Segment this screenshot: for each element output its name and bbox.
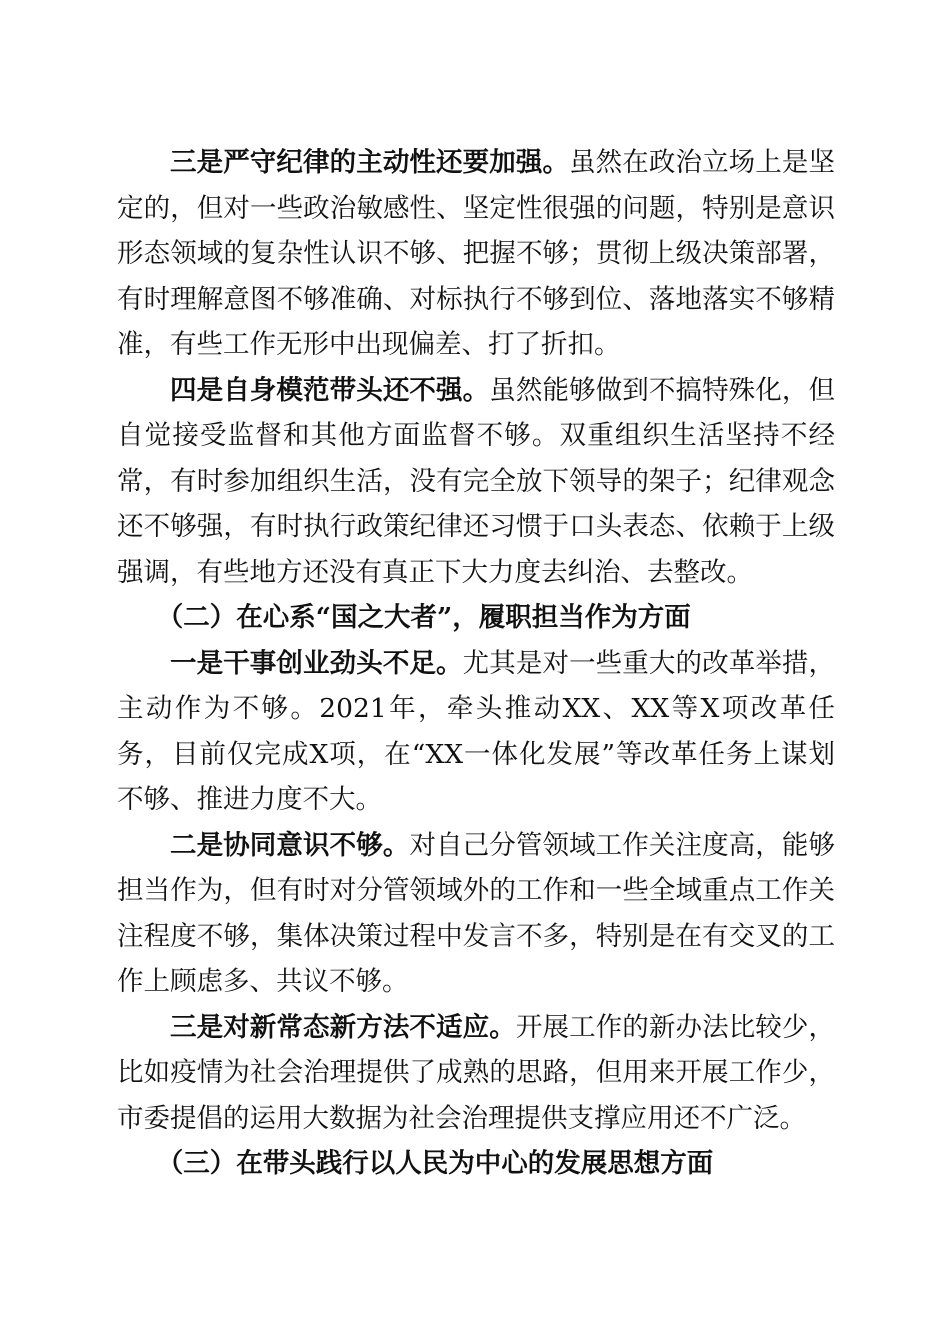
paragraph-lead: 三是对新常态新方法不适应。: [170, 1011, 516, 1043]
paragraph-text: 虽然在政治立场上是坚定的，但对一些政治敏感性、坚定性很强的问题，特别是意识形态领域的复杂性认识不够、把握不够；贯彻上级决策部署，有时理解意图不够准确、对标执行不够到位、落地落实不够精准，有些工作无形中出现偏差、打了折扣。: [117, 147, 835, 360]
paragraph-lead: 三是严守纪律的主动性还要加强。: [170, 147, 570, 178]
paragraph-lead: 二是协同意识不够。: [170, 829, 410, 861]
paragraph-text: 虽然能够做到不搞特殊化，但自觉接受监督和其他方面监督不够。双重组织生活坚持不经常，有时参加组织生活，没有完全放下领导的架子；纪律观念还不够强，有时执行政策纪律还习惯于口头表态、依赖于上级强调，有些地方还没有真正下大力度去纠治、去整改。: [117, 374, 835, 588]
paragraph-text: 对自己分管领域工作关注度高，能够担当作为，但有时对分管领域外的工作和一些全域重点工作关注程度不够，集体决策过程中发言不多，特别是在有交叉的工作上顾虑多、共议不够。: [117, 829, 835, 997]
paragraph-new-methods: [117, 1005, 835, 1142]
paragraph-text: 尤其是对一些重大的改革举措，主动作为不够。2021年，牵头推动XX、XX等X项改革任务，目前仅完成X项，在“XX一体化发展”等改革任务上谋划不够、推进力度不大。: [117, 647, 836, 815]
document-page: [117, 140, 835, 1187]
paragraph-role-model: [117, 368, 835, 596]
paragraph-lead: 四是自身模范带头还不强。: [170, 374, 490, 406]
paragraph-text: 开展工作的新办法比较少，比如疫情为社会治理提供了成熟的思路，但用来开展工作少，市委提倡的运用大数据为社会治理提供支撑应用还不广泛。: [117, 1011, 836, 1134]
paragraph-lead: 一是干事创业劲头不足。: [170, 647, 463, 679]
paragraph-coordination: [117, 823, 835, 1005]
section-heading-2: （二）在心系“国之大者”，履职担当作为方面: [156, 602, 691, 633]
paragraph-discipline: [117, 140, 835, 368]
paragraph-drive: [117, 641, 835, 823]
section-heading-3: （三）在带头践行以人民为中心的发展思想方面: [156, 1148, 714, 1179]
